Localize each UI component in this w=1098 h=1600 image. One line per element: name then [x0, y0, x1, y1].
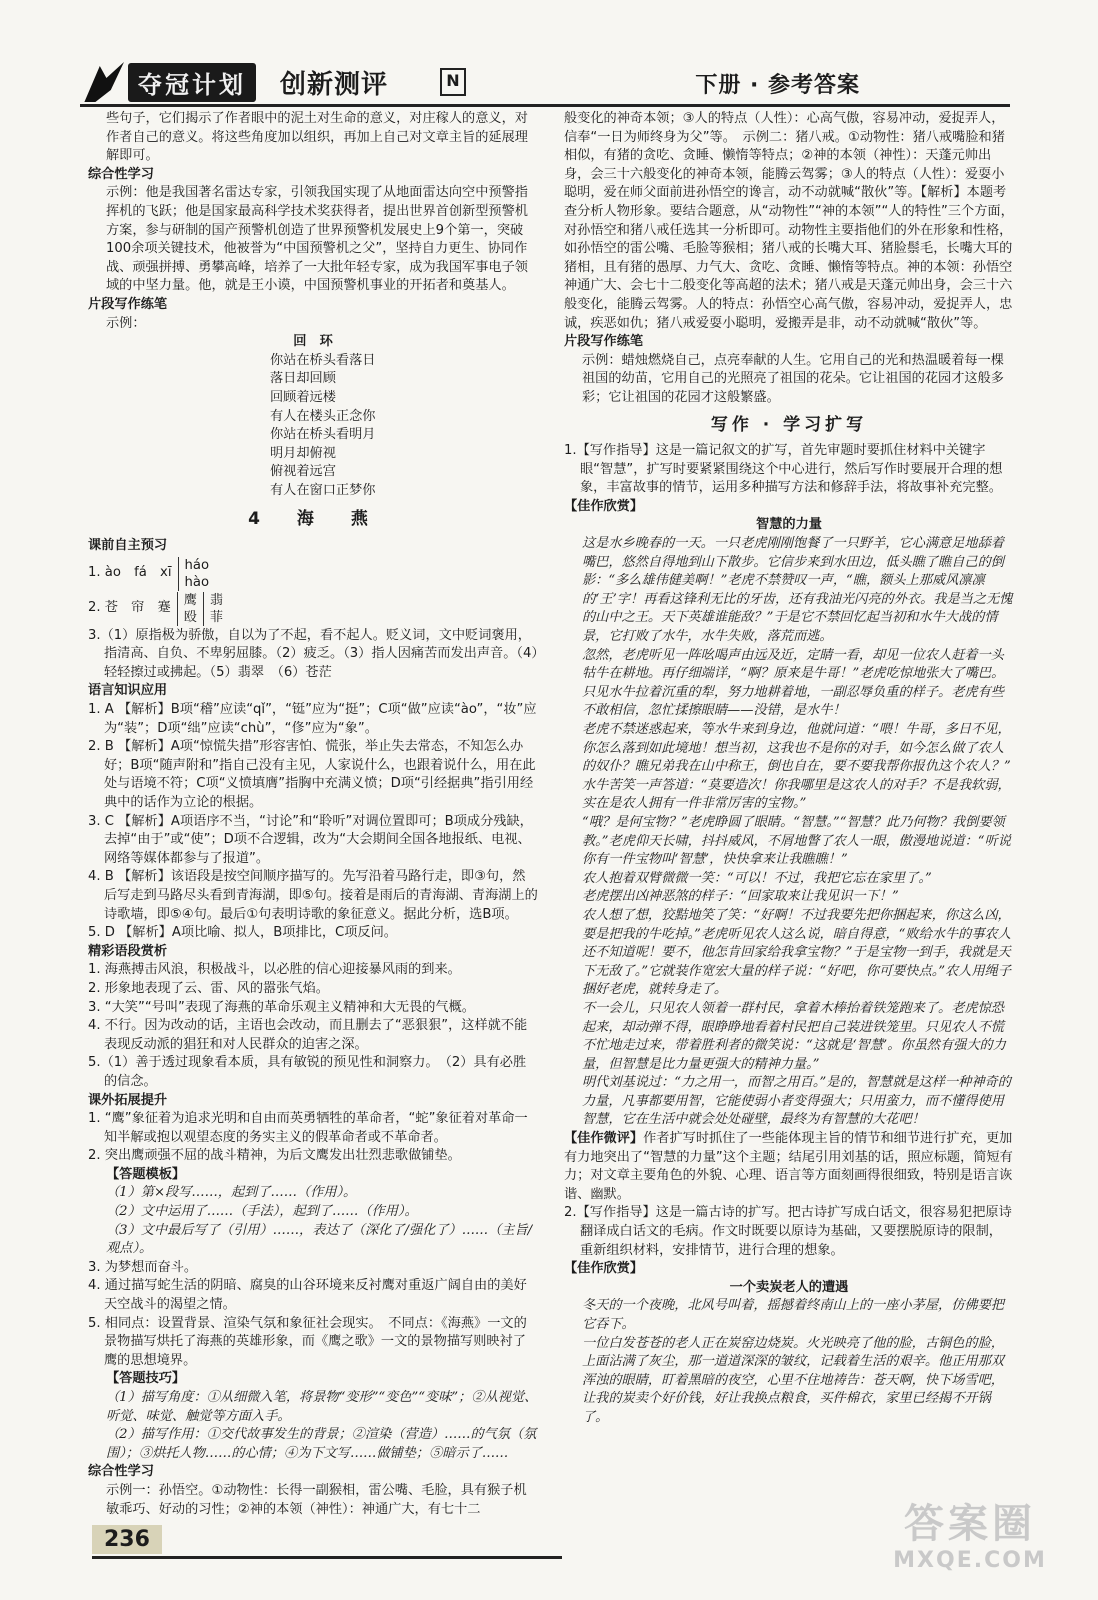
footer-divider	[92, 1556, 562, 1559]
essay-paragraph: 老虎不禁迷惑起来，等水牛来到身边，他就问道：“喂！牛哥，多日不见，你怎么落到如此境地！想当初，这我也不是你的对手，如今怎么做了农人的奴仆？瞧兄弟我在山中称王，倒也自在，要不要我帮你报仇这个农人？”	[582, 722, 1011, 775]
n-badge-icon: N	[440, 68, 466, 96]
runner-icon	[80, 62, 124, 102]
poem-line: 明月却俯视	[270, 445, 336, 461]
section-heading: 综合性学习	[88, 166, 154, 182]
essay-paragraph: 农人想了想，狡黠地笑了笑：“好啊！不过我要先把你捆起来，你这么凶，要是把我的牛吃掉。”老虎听见农人这么说，暗自得意，“败给水牛的事农人还不知道呢！要不，他怎肯回家给我拿宝物？”于是宝物一到手，我就是天下无敌了。”它就装作宽宏大量的样子说：“好吧，你可要快点。”农人用绳子捆好老虎，就转身走了。	[582, 907, 1012, 998]
section-title: 下册 · 参考答案	[695, 73, 860, 98]
essay-paragraph: 这是水乡晚春的一天。一只老虎刚刚饱餐了一只野羊，它心满意足地舔着嘴巴，悠然自得地到山下散步。它信步来到水田边，低头瞧了瞧自己的倒影：“多么雄伟健美啊！”老虎不禁赞叹一声，“瞧，额头上那威风凛凛的‘王’字！再看这锋利无比的牙齿，还有我油光闪亮的外衣。我是当之无愧的山中之王。天下英雄谁能敌？”于是它不禁回忆起当初和水牛大战的情景，它打败了水牛，水牛失败，落荒而逃。	[582, 536, 1013, 645]
poem-line: 落日却回顾	[270, 371, 336, 387]
answer-item: 3.（1）原指极为骄傲，自以为了不起，看不起人。贬义词，文中贬词褒用，指清高、自负、不卑躬屈膝。（2）疲乏。（3）指人因痛苦而发出声音。（4）轻轻擦过或拂起。（5）翡翠 （6）苍茫	[88, 627, 538, 680]
essay-title: 一个卖炭老人的遭遇	[729, 1279, 849, 1295]
essay-title: 智慧的力量	[756, 517, 822, 533]
answer-item	[88, 557, 538, 591]
essay-paragraph: 老虎摆出凶神恶煞的样子：“回家取来让我见识一下！”	[582, 889, 899, 905]
page-header	[80, 62, 1010, 106]
section-heading: 片段写作练笔	[564, 334, 644, 350]
answer-item: 3. “大笑”“号叫”表现了海燕的革命乐观主义精神和大无畏的气概。	[88, 999, 475, 1015]
answer-item: 2.【写作指导】这是一篇古诗的扩写。把古诗扩写成白话文，很容易犯把原诗翻译成白话文的毛病。作文时既要以原诗为基础，又要摆脱原诗的限制，重新组织材料，安排情节，进行合理的想象。	[564, 1205, 1012, 1258]
essay-paragraph: 水牛苦笑一声答道：“莫要造次！你我哪里是这农人的对手？不是我软弱，实在是农人拥有一件非常厉害的宝物。”	[582, 777, 1011, 812]
section-heading: 课前自主预习	[88, 538, 168, 554]
header-divider	[80, 104, 1010, 107]
intro-paragraph: 些句子，它们揭示了作者眼中的泥土对生命的意义，对庄稼人的意义，对作者自己的意义。将这些角度加以组织，再加上自己对文章主旨的延展理解即可。	[106, 111, 528, 164]
answer-item: 3. C 【解析】A项语序不当，“讨论”和“聆听”对调位置即可；B项成分残缺，去掉“由于”或“使”；D项不合逻辑，改为“大会期间全国各地报纸、电视、网络等媒体都参与了报道”。	[88, 813, 533, 866]
answer-text: 1. ào fá xī	[88, 565, 172, 581]
comment	[564, 1130, 1014, 1204]
char: 翡	[209, 592, 224, 608]
tip-label: 【答题技巧】	[106, 1371, 186, 1387]
answer-item: 5. 相同点：设置背景、渲染气氛和象征社会现实。 不同点：《海燕》一文的景物描写烘托了海燕的英雄形象，而《鹰之歌》一文的景物描写则映衬了鹰的思想境界。	[88, 1315, 527, 1368]
poem-line: 有人在楼头正念你	[270, 408, 376, 424]
answer-item: 1. “鹰”象征着为追求光明和自由而英勇牺牲的革命者，“蛇”象征着对革命一知半解或抱以观望态度的务实主义的假革命者或不革命者。	[88, 1111, 528, 1145]
answer-item: 1. 海燕搏击风浪，积极战斗，以必胜的信心迎接暴风雨的到来。	[88, 962, 461, 978]
poem-line: 回顾着远楼	[270, 389, 336, 405]
comment-label: 【佳作微评】	[564, 1131, 644, 1147]
brand-logo	[80, 62, 256, 102]
tip-line: （2）文中运用了……（手法），起到了……（作用）。	[106, 1204, 418, 1220]
poem-line: 你站在桥头看明月	[270, 427, 376, 443]
poem-line: 俯视着远宫	[270, 464, 336, 480]
watermark-title: 答案圈	[904, 1501, 1036, 1547]
essay-paragraph: 忽然，老虎听见一阵吆喝声由远及近，定睛一看，却见一位农人赶着一头牯牛在耕地。再仔细端详，“啊？原来是牛哥！”老虎吃惊地张大了嘴巴。只见水牛拉着沉重的犁，努力地耕着地，一副忍辱负重的样子。老虎有些不敢相信，忽忙揉擦眼睛——没错，是水牛！	[582, 647, 1005, 719]
poem-title: 回 环	[293, 334, 333, 350]
example-label: 示例：	[106, 315, 146, 331]
poem	[88, 352, 538, 501]
appreciation-label: 【佳作欣赏】	[564, 498, 644, 514]
answer-item: 2. 突出鹰顽强不屈的战斗精神，为后文鹰发出壮烈悲歌做铺垫。	[88, 1148, 461, 1164]
answer-item: 2. 形象地表现了云、雷、风的嚣张气焰。	[88, 980, 329, 996]
writing-section-title: 写作 · 学习扩写	[710, 414, 868, 435]
poem-line: 有人在窗口正梦你	[270, 482, 376, 498]
watermark-url: MXQE.COM	[893, 1548, 1047, 1573]
answer-item: 5. D 【解析】A项比喻、拟人，B项排比，C项反问。	[88, 925, 397, 941]
tip-label: 【答题模板】	[106, 1166, 186, 1182]
section-heading: 精彩语段赏析	[88, 943, 168, 959]
paragraph: 示例一：孙悟空。①动物性：长得一副猴相，雷公嘴、毛脸，具有猴子机敏乖巧、好动的习性；②神的本领（神性）：神通广大，有七十二	[106, 1482, 527, 1517]
essay-paragraph: 明代刘基说过：“力之用一，而智之用百。”是的，智慧就是这样一种神奇的力量，凡事都要用智，它能使弱小者变得强大；只用蛮力，而不懂得使用智慧，它在生活中就会处处碰壁，最终为有智慧的大花吧！	[582, 1075, 1011, 1128]
char: 菲	[209, 609, 224, 625]
essay-paragraph: 冬天的一个夜晚，北风号叫着，摇撼着终南山上的一座小茅屋，仿佛要把它吞下。	[582, 1298, 1004, 1332]
answer-text: 2. 苍 帘 蹇	[88, 600, 171, 616]
right-column	[564, 110, 1014, 1428]
answer-item: 2. B 【解析】A项“惊慌失措”形容害怕、慌张，举止失去常态，不知怎么办好；B项“随声附和”指自己没有主见，人家说什么，也跟着说什么，用在此处与语境不符；C项“义愤填膺”指胸中充满义愤；D项“引经据典”指引用经典中的话作为立论的根据。	[88, 739, 536, 810]
answer-item: 4. 通过描写蛇生活的阴暗、腐臭的山谷环境来反衬鹰对重返广阔自由的美好天空战斗的渴望之情。	[88, 1278, 527, 1313]
page-number: 236	[92, 1525, 162, 1554]
brand-name: 夺冠计划	[128, 63, 256, 102]
essay-paragraph: 农人抱着双臂微微一笑：“可以！不过，我把它忘在家里了。”	[582, 870, 932, 886]
pinyin: hào	[184, 574, 210, 590]
char: 殴	[183, 609, 197, 625]
essay-paragraph: “哦？是何宝物？”老虎睁圆了眼睛。“智慧。”“智慧？此乃何物？我倒要领教。”老虎仰天长啸，抖抖威风，不屑地瞥了农人一眼，傲漫地说道：“听说你有一件宝物叫‘智慧’，快快拿来让我瞧瞧！”	[582, 814, 1011, 868]
watermark-logo	[870, 1500, 1070, 1580]
answer-item: 4. 不行。因为改动的话，主语也会改动，而且删去了“恶狠狠”，这样就不能表现反动派的猖狂和对人民群众的迫害之深。	[88, 1018, 528, 1052]
answer-item: 1.【写作指导】这是一篇记叙文的扩写，首先审题时要抓住材料中关键字眼“智慧”，扩写时要紧紧围绕这个中心进行，然后写作时要展开合理的想象，丰富故事的情节，运用多种描写方法和修辞手法，将故事补充完整。	[564, 443, 1003, 496]
essay-paragraph: 一位白发苍苍的老人正在炭窑边烧炭。火光映亮了他的脸，古铜色的脸，上面沾满了灰尘，那一道道深深的皱纹，记载着生活的艰辛。他正用那双浑浊的眼睛，盯着黑暗的夜空，心里不住地祷告：苍天啊，快下场雪吧，让我的炭卖个好价钱，好让我换点粮食，买件棉衣，家里已经揭不开锅了。	[582, 1335, 1004, 1425]
paragraph: 示例：他是我国著名雷达专家，引领我国实现了从地面雷达向空中预警指挥机的飞跃；他是国家最高科学技术奖获得者，提出世界首创新型预警机方案，参与研制的国产预警机创造了世界预警机发展史上9个第一，突破100余项关键技术，他被誉为“中国预警机之父”，坚持自力更生、协同作战、顽强拼搏、勇攀高峰，培养了一大批年轻专家，成为我国军事电子领域的中坚力量。他，就是王小谟，中国预警机事业的开拓者和奠基人。	[106, 185, 528, 294]
char: 鹰	[183, 592, 197, 608]
char-group	[177, 592, 197, 626]
answer-item	[88, 592, 538, 626]
series-name: 创新测评	[280, 70, 389, 100]
tip-line: （2）描写作用：①交代故事发生的背景；②渲染（营造）……的气氛（氛围）；③烘托人物……的心情；④为下文写……做铺垫；⑤暗示了……	[106, 1427, 537, 1461]
left-column	[88, 110, 538, 1519]
comment-text: 作者扩写时抓住了一些能体现主旨的情节和细节进行扩充，更加有力地突出了“智慧的力量”这个主题；结尾引用刘基的话，照应标题，简短有力；对文章主要角色的外貌、心理、语言等方面刻画得很细致，特别是语言诙谐、幽默。	[564, 1131, 1013, 1202]
answer-item: 4. B 【解析】该语段是按空间顺序描写的。先写沿着马路行走，即③句，然后写走到马路尽头看到青海湖，即⑤句。接着是雨后的青海湖、青海湖上的诗歌墙，即⑤④句。最后①句表明诗歌的象征意义。据此分析，选B项。	[88, 869, 538, 922]
tip-line: （1）第×段写……，起到了……（作用）。	[106, 1185, 357, 1201]
section-heading: 综合性学习	[88, 1464, 154, 1480]
paragraph: 般变化的神奇本领；③人的特点（人性）：心高气傲，容易冲动，爱捉弄人，信奉“一日为师终身为父”等。 示例二：猪八戒。①动物性：猪八戒嘴脸和猪相似，有猪的贪吃、贪睡、懒惰等特点；②神的本领（神性）：天蓬元帅出身，会三十六般变化的神奇本领，能腾云驾雾；③人的特点（人性）：爱耍小聪明，爱在师父面前进孙悟空的谗言，动不动就喊“散伙”等。【解析】本题考查分析人物形象。要结合题意，从“动物性”“神的本领”“人的特性”三个方面，对孙悟空和猪八戒任选其一分析即可。动物性主要指他们的外在形象和性格，如孙悟空的雷公嘴、毛脸等猴相；猪八戒的长嘴大耳、猪脸鬃毛，长嘴大耳的猪相，且有猪的愚厚、力气大、贪吃、贪睡、懒惰等特点。神的本领：孙悟空神通广大、会七十二般变化等高超的法术；猪八戒是天蓬元帅出身，会三十六般变化，能腾云驾雾。人的特点：孙悟空心高气傲，容易冲动，爱捉弄人，忠诚，疾恶如仇；猪八戒爱耍小聪明，爱搬弄是非，动不动就喊“散伙”等。	[564, 111, 1014, 331]
poem-line: 你站在桥头看落日	[270, 352, 376, 368]
section-heading: 课外拓展提升	[88, 1092, 168, 1108]
char-group	[203, 592, 223, 626]
section-heading: 片段写作练笔	[88, 296, 168, 312]
answer-item: 3. 为梦想而奋斗。	[88, 1259, 198, 1275]
lesson-title: 4 海 燕	[248, 509, 378, 530]
paragraph: 示例：蜡烛燃烧自己，点亮奉献的人生。它用自己的光和热温暖着每一棵祖国的幼苗，它用自己的光照亮了祖国的花朵。它让祖国的花园才这般多彩；它让祖国的花园才这般繁盛。	[582, 352, 1004, 405]
section-heading: 语言知识应用	[88, 683, 168, 699]
essay-paragraph: 不一会儿，只见农人领着一群村民，拿着木棒抬着铁笼跑来了。老虎惊恐起来，却动弹不得，眼睁睁地看着村民把自己装进铁笼里。只见农人不慌不忙地走过来，带着胜利者的微笑说：“这就是‘智慧’。你虽然有强大的力量，但智慧是比力量更强大的精神力量。”	[582, 1000, 1006, 1072]
appreciation-label: 【佳作欣赏】	[564, 1261, 644, 1277]
pinyin: háo	[184, 557, 210, 573]
tip-line: （1）描写角度：①从细微入笔，将景物“变形”“变色”“变味”；②从视觉、听觉、味觉、触觉等方面入手。	[106, 1390, 538, 1424]
answer-item: 5.（1）善于透过现象看本质，具有敏锐的预见性和洞察力。 （2）具有必胜的信念。	[88, 1055, 527, 1089]
tip-line: （3）文中最后写了（引用）……，表达了（深化了/强化了）……（主旨/观点）。	[106, 1222, 533, 1257]
pinyin-group	[178, 557, 210, 591]
answer-item: 1. A 【解析】B项“稽”应读“qǐ”，“铤”应为“挺”；C项“做”应读“ào”，“妆”应为“装”；D项“绌”应读“chù”，“俢”应为“象”。	[88, 702, 537, 736]
